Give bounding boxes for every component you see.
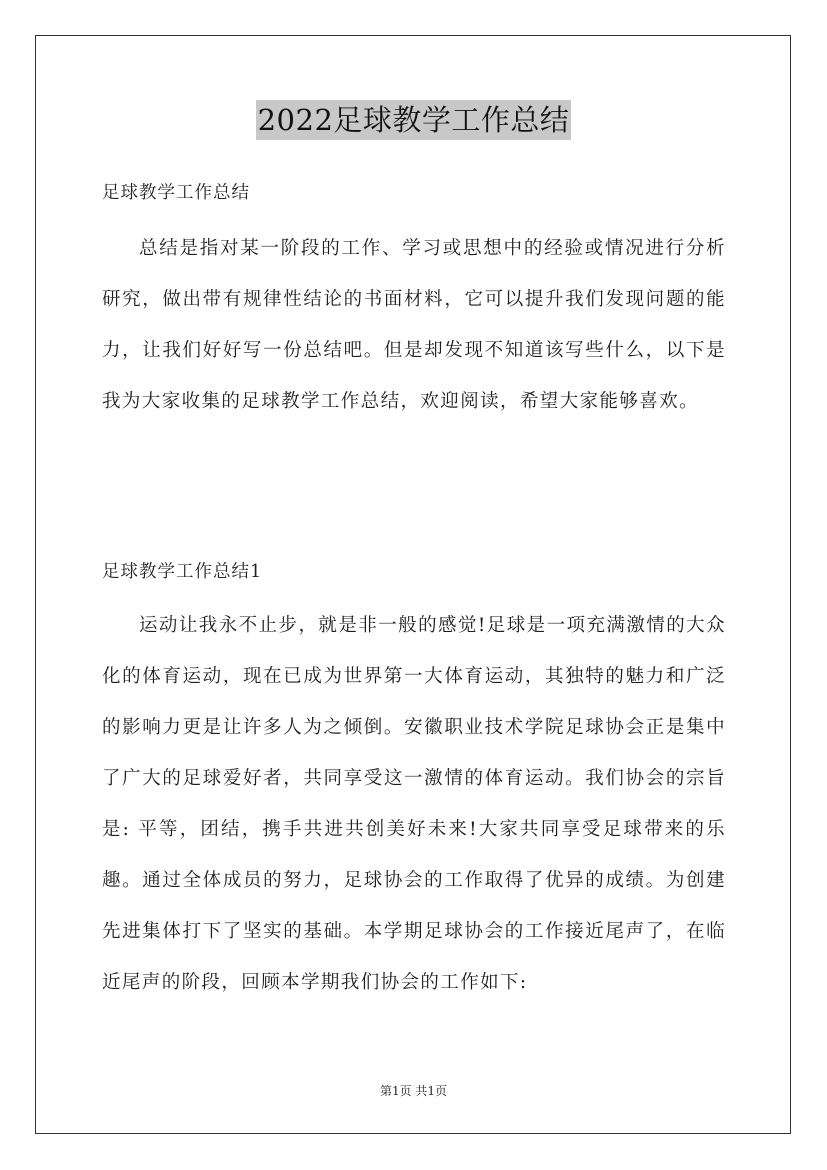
section-1-paragraph: 运动让我永不止步，就是非一般的感觉!足球是一项充满激情的大众化的体育运动，现在已成为世界第一大体育运动，其独特的魅力和广泛的影响力更是让许多人为之倾倒。安徽职业技术学院足球协会正是集中了广大的足球爱好者，共同享受这一激情的体育运动。我们协会的宗旨是: 平等，团结，携手共进共创美好未来!大家共同享受足球带来的乐趣。通过全体成员的努力，足球协会的工作取得了优异的成绩。为创建先进集体打下了坚实的基础。本学期足球协会的工作接近尾声了，在临近尾声的阶段，回顾本学期我们协会的工作如下: [102, 615, 726, 993]
intro-paragraph: 总结是指对某一阶段的工作、学习或思想中的经验或情况进行分析研究，做出带有规律性结论的书面材料，它可以提升我们发现问题的能力，让我们好好写一份总结吧。但是却发现不知道该写些什么，以下是我为大家收集的足球教学工作总结，欢迎阅读，希望大家能够喜欢。 [102, 238, 726, 412]
document-title: 2022足球教学工作总结 [256, 100, 572, 140]
page-footer: 第1页 共1页 [379, 1084, 448, 1098]
section-1-heading: 足球教学工作总结1 [102, 562, 263, 582]
document-subtitle: 足球教学工作总结 [102, 183, 250, 203]
title-container [0, 100, 827, 140]
